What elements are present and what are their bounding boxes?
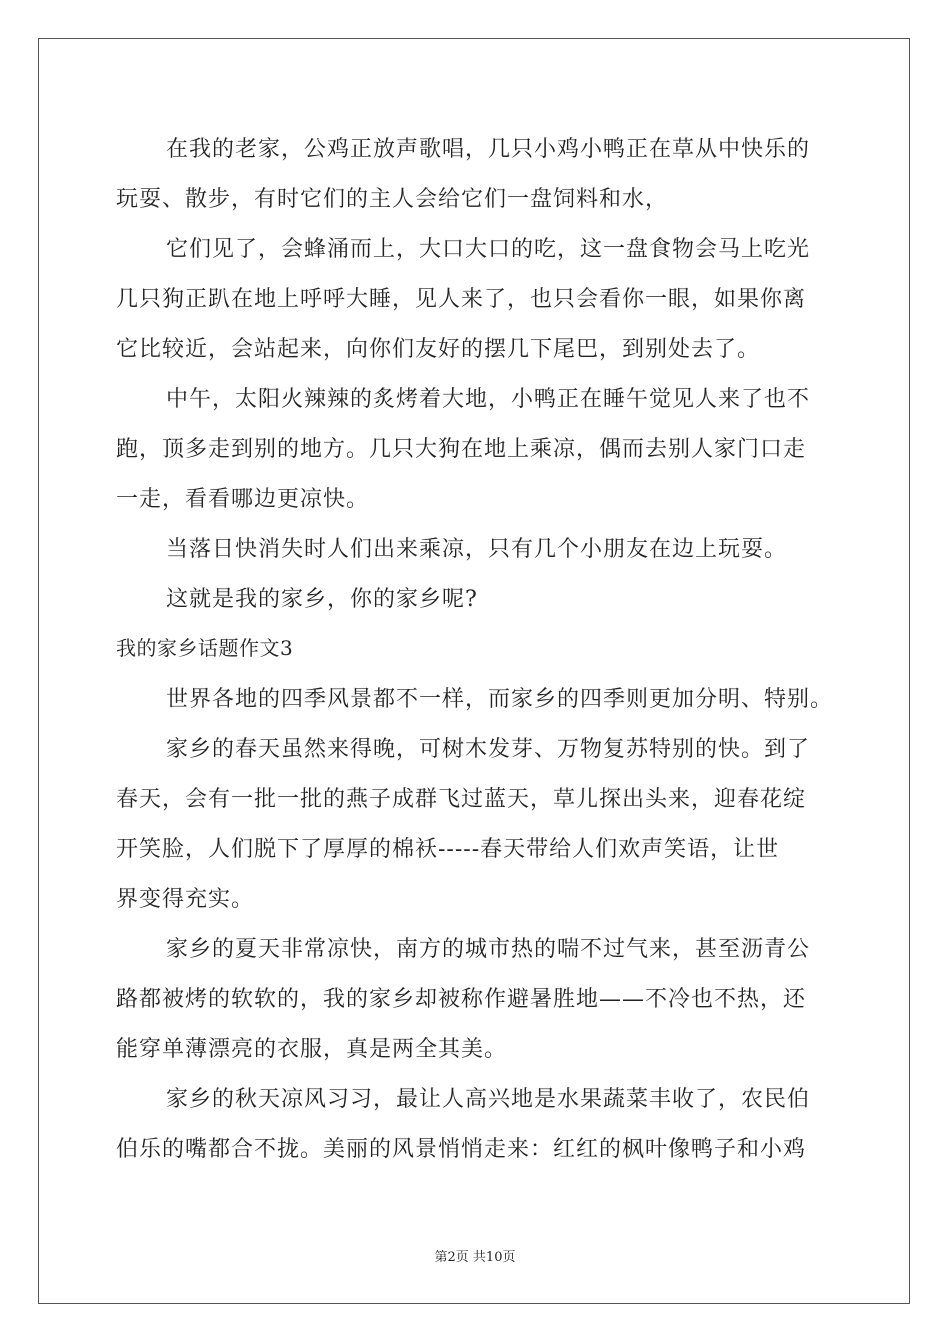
text-line: 它们见了，会蜂涌而上，大口大口的吃，这一盘食物会马上吃光 bbox=[166, 237, 811, 262]
text-line: 一走，看看哪边更凉快。 bbox=[116, 487, 370, 512]
text-line: 世界各地的四季风景都不一样，而家乡的四季则更加分明、特别。 bbox=[166, 687, 834, 712]
page-number: 第2页 共10页 bbox=[434, 1250, 516, 1265]
text-line: 玩耍、散步，有时它们的主人会给它们一盘饲料和水， bbox=[116, 187, 669, 212]
text-line: 能穿单薄漂亮的衣服，真是两全其美。 bbox=[116, 1037, 508, 1062]
section-heading: 我的家乡话题作文3 bbox=[116, 636, 294, 660]
text-line: 伯乐的嘴都合不拢。美丽的风景悄悄走来：红红的枫叶像鸭子和小鸡 bbox=[116, 1137, 807, 1162]
text-line: 跑，顶多走到别的地方。几只大狗在地上乘凉，偶而去别人家门口走 bbox=[116, 437, 807, 462]
text-line: 几只狗正趴在地上呼呼大睡，见人来了，也只会看你一眼，如果你离 bbox=[116, 287, 807, 312]
text-line: 中午，太阳火辣辣的炙烤着大地，小鸭正在睡午觉见人来了也不 bbox=[166, 387, 811, 412]
text-line: 家乡的秋天凉风习习，最让人高兴地是水果蔬菜丰收了，农民伯 bbox=[166, 1087, 811, 1112]
text-line: 家乡的夏天非常凉快，南方的城市热的喘不过气来，甚至沥青公 bbox=[166, 937, 811, 962]
text-line: 路都被烤的软软的，我的家乡却被称作避暑胜地——不冷也不热，还 bbox=[116, 987, 807, 1012]
text-line: 它比较近，会站起来，向你们友好的摆几下尾巴，到别处去了。 bbox=[116, 337, 761, 362]
text-line: 界变得充实。 bbox=[116, 887, 255, 912]
text-line: 春天，会有一批一批的燕子成群飞过蓝天，草儿探出头来，迎春花绽 bbox=[116, 787, 807, 812]
text-line: 这就是我的家乡，你的家乡呢? bbox=[166, 587, 478, 612]
text-line: 当落日快消失时人们出来乘凉，只有几个小朋友在边上玩耍。 bbox=[166, 537, 788, 562]
text-line: 开笑脸，人们脱下了厚厚的棉袄-----春天带给人们欢声笑语，让世 bbox=[116, 837, 780, 862]
text-line: 在我的老家，公鸡正放声歌唱，几只小鸡小鸭正在草从中快乐的 bbox=[166, 137, 811, 162]
page-border bbox=[38, 38, 910, 1304]
text-line: 家乡的春天虽然来得晚，可树木发芽、万物复苏特别的快。到了 bbox=[166, 737, 811, 762]
